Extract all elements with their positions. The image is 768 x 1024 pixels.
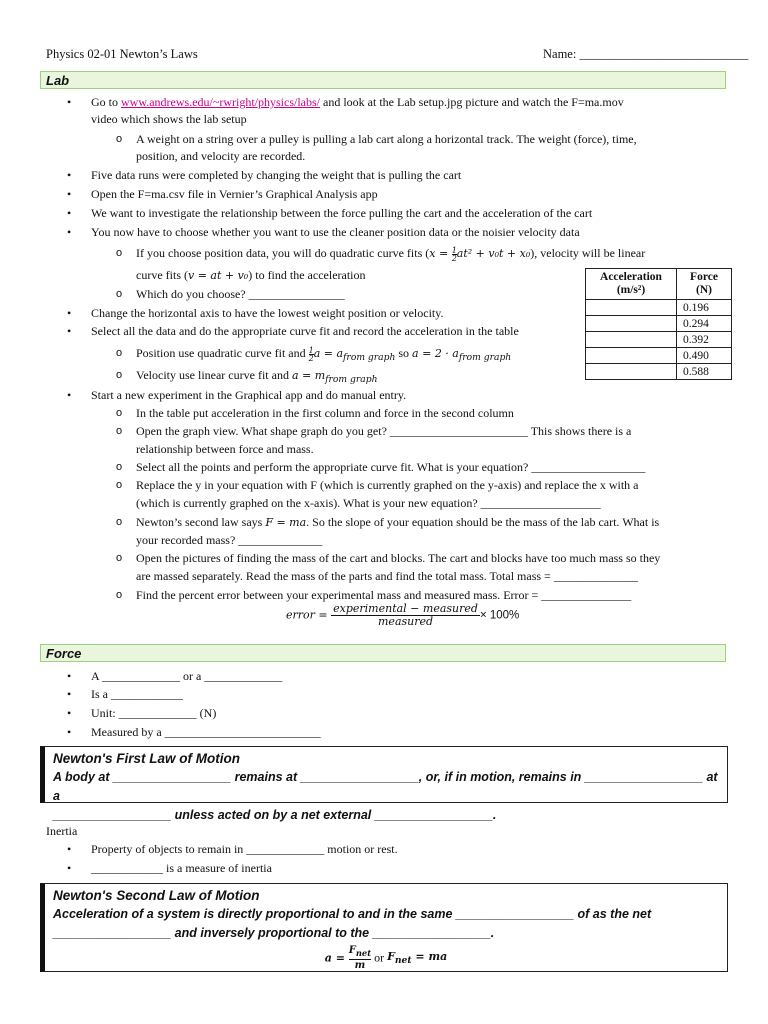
table-row [586,300,732,316]
list-item-text: and look at the Lab setup.jpg picture and watch the F=ma.mov [320,95,624,109]
force-cell: 0.490 [677,348,732,364]
sub-list-item-continuation: are massed separately. Read the mass of the parts and find the total mass. Total mass = ______________ [136,569,638,583]
list-item: • Select all the data and do the appropriate curve fit and record the acceleration in the table [91,323,519,339]
position-equation [308,345,396,364]
newtons-second-law-box [40,883,728,972]
list-item: • A _____________ or a _____________ [91,668,282,684]
acceleration-cell[interactable] [586,300,677,316]
sub-list-item: o In the table put acceleration in the first column and force in the second column [136,405,514,421]
text-segment: Newton’s second law says [136,515,266,529]
law-title: Newton's Second Law of Motion [53,888,260,903]
text-segment: If you choose position data, you will do quadratic curve fits ( [136,246,430,260]
law-text-line: _________________ and inversely proportional to the _________________. [53,926,495,940]
sub-list-item-continuation: relationship between force and mass. [136,442,314,456]
list-item: • Change the horizontal axis to have the lowest weight position or velocity. [91,305,443,321]
list-item-text: Go to [91,95,121,109]
error-fraction [331,603,480,628]
law-text-line: Acceleration of a system is directly proportional to and in the same _________________ of as the net [53,907,652,921]
list-item: • Open the F=ma.csv file in Vernier’s Graphical Analysis app [91,186,378,202]
denominator: measured [378,615,434,628]
law-text-line: A body at _________________ remains at _________________, or, if in motion, remains in _________________ at a [53,770,718,803]
math-part: or [371,950,388,965]
math-part: a = 2 · a [412,347,459,360]
math-part: at² + v₀t + x₀ [456,247,531,260]
sub-list-item [136,345,511,366]
header-line: Force [690,271,718,283]
denominator: m [354,960,366,971]
math-part: a = a [313,347,344,360]
math-part: = ma [411,949,448,963]
math-part: F [387,949,395,963]
force-cell: 0.294 [677,316,732,332]
inertia-heading: Inertia [46,824,78,838]
acceleration-force-table [585,268,732,380]
math-subscript: from graph [343,352,396,364]
math-part: F [348,945,356,956]
list-item: • We want to investigate the relationship between the force pulling the cart and the acceleration of the cart [91,205,592,221]
header-line: Acceleration [600,271,662,283]
linear-equation: v = at + v₀ [187,269,249,282]
acceleration-cell[interactable] [586,316,677,332]
math-part: × 100% [479,609,520,622]
header-line: (m/s²) [616,284,646,296]
position-equation-result [412,347,512,364]
math-subscript: net [355,948,372,958]
math-subscript: from graph [325,374,378,386]
section-heading-lab: Lab [40,71,726,89]
list-item-continuation: video which shows the lab setup [91,112,247,126]
force-cell: 0.196 [677,300,732,316]
sub-list-item: o Open the graph view. What shape graph do you get? _______________________ This shows there is a [136,423,631,439]
law-title: Newton's First Law of Motion [53,751,240,766]
list-item: • You now have to choose whether you want to use the cleaner position data or the noisier velocity data [91,224,580,240]
table-row [586,364,732,380]
text-segment: . So the slope of your equation should be the mass of the lab cart. What is [306,515,660,529]
acceleration-cell[interactable] [586,348,677,364]
sub-list-item: o Find the percent error between your experimental mass and measured mass. Error = _______________ [136,587,631,603]
column-header-force [677,269,732,300]
sub-list-item: o Which do you choose? ________________ [136,286,345,302]
list-item: • Measured by a __________________________ [91,724,321,740]
text-segment: ) to find the acceleration [248,268,366,282]
newton-second-law-equation: F = ma [265,516,307,529]
denominator: 2 [308,353,314,363]
percent-error-equation [286,603,519,628]
sub-list-item-continuation: your recorded mass? ______________ [136,533,323,547]
list-item: • Property of objects to remain in _____________ motion or rest. [91,841,398,857]
list-item: • Five data runs were completed by changing the weight that is pulling the cart [91,167,461,183]
sub-list-item: o Select all the points and perform the appropriate curve fit. What is your equation? ___________________ [136,459,645,475]
numerator [349,945,371,960]
text-segment: Velocity use linear curve fit and [136,368,292,382]
newtons-first-law-box [40,746,728,822]
list-item: • ____________ is a measure of inertia [91,860,272,876]
acceleration-cell[interactable] [586,364,677,380]
table-row [586,348,732,364]
sub-list-item: o Open the pictures of finding the mass of the cart and blocks. The cart and blocks have too much mass so they [136,550,660,566]
second-law-equation [53,945,719,971]
fnet-equals-ma [387,949,448,967]
numerator: experimental − measured [333,602,478,615]
sub-list-item-continuation [136,267,366,284]
sub-list-item [136,245,645,262]
math-part: error = [286,608,332,622]
table-header-row [586,269,732,300]
fnet-over-m-fraction [349,945,371,971]
force-cell: 0.392 [677,332,732,348]
list-item: • Is a ____________ [91,686,183,702]
text-segment: ), velocity will be linear [530,246,646,260]
force-cell: 0.588 [677,364,732,380]
sub-list-item [136,514,659,531]
text-segment: curve fits ( [136,268,188,282]
column-header-acceleration [586,269,677,300]
text-segment: so [395,346,413,360]
document-title: Physics 02-01 Newton’s Laws [46,47,198,61]
sub-list-item-continuation: (which is currently graphed on the x-axis). What is your new equation? ____________________ [136,496,601,510]
acceleration-cell[interactable] [586,332,677,348]
lab-url-link[interactable]: www.andrews.edu/~rwright/physics/labs/ [121,95,321,109]
header-line: (N) [696,284,712,296]
section-heading-force: Force [40,644,726,662]
sub-list-item-continuation: position, and velocity are recorded. [136,149,306,163]
velocity-equation [291,369,378,386]
name-field[interactable]: Name: ___________________________ [543,47,749,61]
table-row [586,316,732,332]
table-row [586,332,732,348]
list-item: • Unit: _____________ (N) [91,705,216,721]
denominator: 2 [451,253,457,263]
numerator: 1 [451,245,457,255]
text-segment: Position use quadratic curve fit and [136,346,309,360]
sub-list-item [136,367,377,388]
math-subscript: from graph [458,352,512,364]
quadratic-equation [429,245,531,263]
sub-list-item: o A weight on a string over a pulley is pulling a lab cart along a horizontal track. The weight (force), time, [136,131,637,147]
math-subscript: net [394,955,412,967]
math-part: x = [429,247,452,260]
sub-list-item: o Replace the y in your equation with F (which is currently graphed on the y-axis) and replace the x with a [136,477,639,493]
math-part: a = [324,951,349,965]
list-item: • Start a new experiment in the Graphical app and do manual entry. [91,387,406,403]
law-text-line: _________________ unless acted on by a net external _________________. [53,808,497,822]
numerator: 1 [308,345,314,355]
math-part: a = m [291,369,326,382]
list-item [91,94,624,110]
